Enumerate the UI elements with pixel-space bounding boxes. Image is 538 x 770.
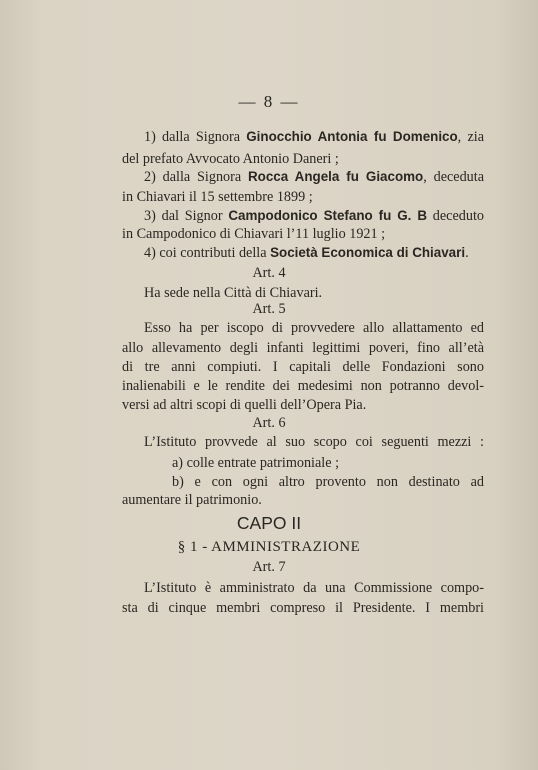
article-heading: Art. 5 (252, 301, 286, 317)
section-heading: § 1 - AMMINISTRAZIONE (177, 539, 361, 555)
article-heading: Art. 7 (252, 559, 286, 575)
text-line: allo allevamento degli infanti legittimi poveri, fino all’età (122, 340, 484, 356)
text-line: 3) dal Signor Campodonico Stefano fu G. B deceduto (144, 208, 484, 224)
article-heading: Art. 4 (252, 265, 286, 281)
article-heading: Art. 6 (252, 415, 286, 431)
text-line: 1) dalla Signora Ginocchio Antonia fu Domenico, zia (144, 129, 484, 145)
text-line: aumentare il patrimonio. (122, 492, 262, 508)
text-line: L’Istituto è amministrato da una Commissione compo- (144, 580, 484, 596)
text-line: in Campodonico di Chiavari l’11 luglio 1921 ; (122, 226, 386, 242)
text-line: Esso ha per iscopo di provvedere allo allattamento ed (144, 320, 484, 336)
text-line: del prefato Avvocato Antonio Daneri ; (122, 151, 339, 167)
text-line: b) e con ogni altro provento non destinato ad (172, 474, 484, 490)
text-line: di tre anni compiuti. I capitali delle Fondazioni sono (122, 359, 484, 375)
text-line: 4) coi contributi della Società Economica di Chiavari. (144, 245, 469, 261)
text-line: 2) dalla Signora Rocca Angela fu Giacomo, deceduta (144, 169, 485, 185)
text-line: versi ad altri scopi di quelli dell’Opera Pia. (122, 397, 367, 413)
page-number: — 8 — (238, 92, 300, 111)
text-line: a) colle entrate patrimoniale ; (172, 455, 340, 471)
text-line: inalienabili e le rendite dei medesimi non potranno devol- (122, 378, 484, 394)
text-line: L’Istituto provvede al suo scopo coi seguenti mezzi : (144, 434, 484, 450)
chapter-heading: CAPO II (236, 513, 302, 533)
text-line: Ha sede nella Città di Chiavari. (144, 285, 323, 301)
text-line: in Chiavari il 15 settembre 1899 ; (122, 189, 313, 205)
text-line: sta di cinque membri compreso il Presidente. I membri (122, 600, 484, 616)
